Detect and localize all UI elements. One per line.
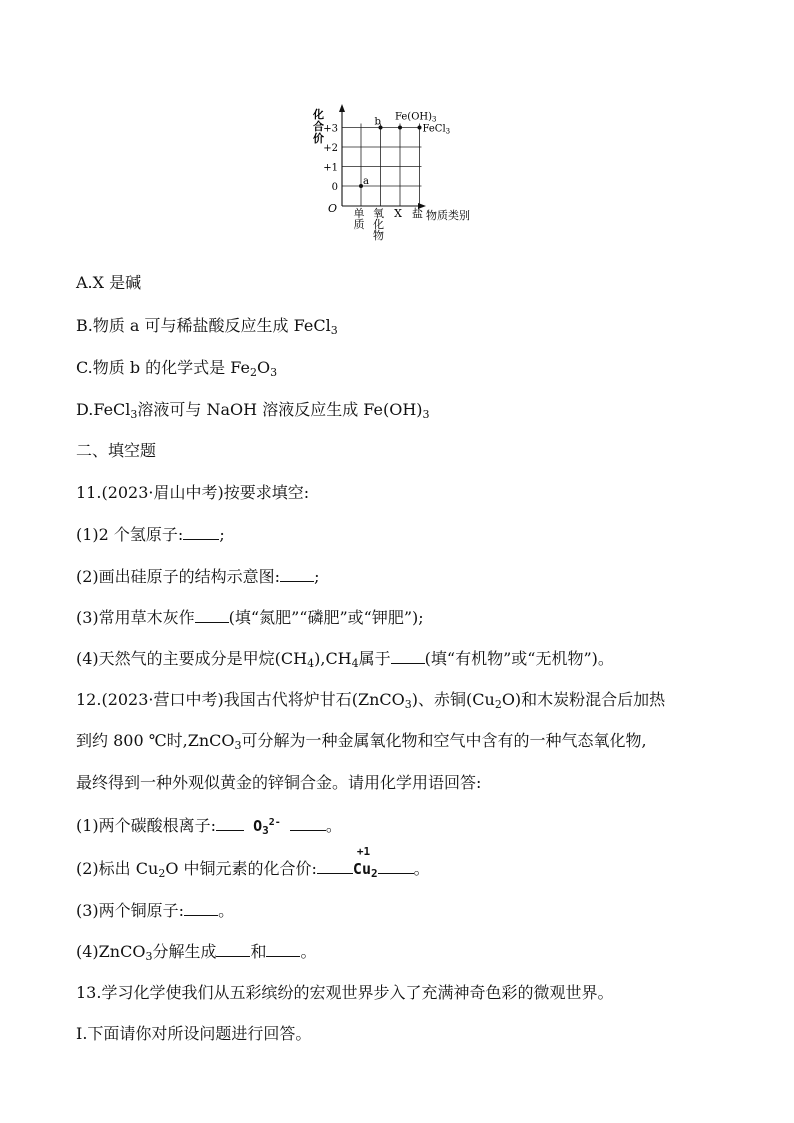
q12-part2: (2)标出 $Cu_2O$ 中铜元素的化合价: +1 $Cu_2$ 。 [76,845,430,880]
data-point [418,126,422,130]
q12-part1: (1)两个碳酸根离子: $O_3^{2-}$ 。 [76,816,342,837]
answer-blank[interactable] [391,647,425,664]
point-label: a [363,176,369,187]
x-axis-label: 物质类别 [426,209,470,222]
answer-blank[interactable] [290,814,326,831]
answer-blank[interactable] [216,814,244,831]
option-b: B.物质 a 可与稀盐酸反应生成 FeCl$_3$ [76,316,338,337]
q12-line2: 到约 800 ℃时,ZnCO$_3$可分解为一种金属氧化物和空气中含有的一种气态氧化物, [76,731,647,752]
q12-part4: (4)ZnCO$_3$分解生成 和 。 [76,942,317,963]
answer-text: $O_3^{2-}$ [253,817,281,837]
y-axis-label: 化合价 [313,108,324,145]
point-label: FeCl$_3$ [422,123,451,136]
y-tick-label: +1 [323,162,338,174]
valence-chart [0,0,794,260]
q11-part4: (4)天然气的主要成分是甲烷$(CH_4),CH_4$属于 (填“有机物”或“无机物”)。 [76,649,614,670]
q12-line3: 最终得到一种外观似黄金的锌铜合金。请用化学用语回答: [76,773,482,792]
option-c: C.物质 b 的化学式是 $Fe_2O_3$ [76,358,278,379]
y-tick-label: +3 [323,123,338,135]
x-category-labels [354,206,424,242]
option-d: D.FeCl$_3$溶液可与 NaOH 溶液反应生成 $Fe(OH)_3$ [76,400,430,421]
x-category-label: X [394,207,402,220]
q13-stem: 13.学习化学使我们从五彩缤纷的宏观世界步入了充满神奇色彩的微观世界。 [76,983,614,1002]
q12-line1: 12.(2023·营口中考)我国古代将炉甘石(ZnCO$_3$)、赤铜$(Cu_2O)$和木炭粉混合后加热 [76,690,666,711]
q11-part1: (1)2 个氢原子: ; [76,525,225,544]
answer-text: +1 $Cu_2$ [352,845,378,880]
answer-blank[interactable] [378,857,414,874]
answer-blank[interactable] [195,606,229,623]
point-label: b [374,116,381,128]
data-points [359,112,450,189]
answer-blank[interactable] [184,899,218,916]
answer-blank[interactable] [280,565,314,582]
answer-blank[interactable] [266,940,300,957]
section-heading: 二、填空题 [76,441,157,460]
y-axis-arrow [339,104,345,112]
q11-part2: (2)画出硅原子的结构示意图: ; [76,567,320,586]
answer-blank[interactable] [317,857,353,874]
y-tick-label: 0 [331,182,338,193]
option-a: A.X 是碱 [76,273,142,292]
q12-part3: (3)两个铜原子: 。 [76,901,235,920]
point-label: $Fe(OH)_3$ [395,111,437,124]
origin-label: O [328,202,338,215]
data-point [398,126,402,130]
q11-part3: (3)常用草木灰作 (填“氮肥”“磷肥”或“钾肥”); [76,608,424,627]
x-category-label: 单质 [353,207,365,231]
y-tick-labels [323,124,338,194]
chart-grid [342,124,422,207]
answer-blank[interactable] [183,523,219,540]
q13-part1: Ⅰ.下面请你对所设问题进行回答。 [76,1024,312,1043]
q11-stem: 11.(2023·眉山中考)按要求填空: [76,483,310,502]
answer-blank[interactable] [216,940,250,957]
x-category-label: 盐 [412,207,423,220]
y-tick-label: +2 [323,143,338,154]
x-category-label: 氧化物 [373,207,384,242]
